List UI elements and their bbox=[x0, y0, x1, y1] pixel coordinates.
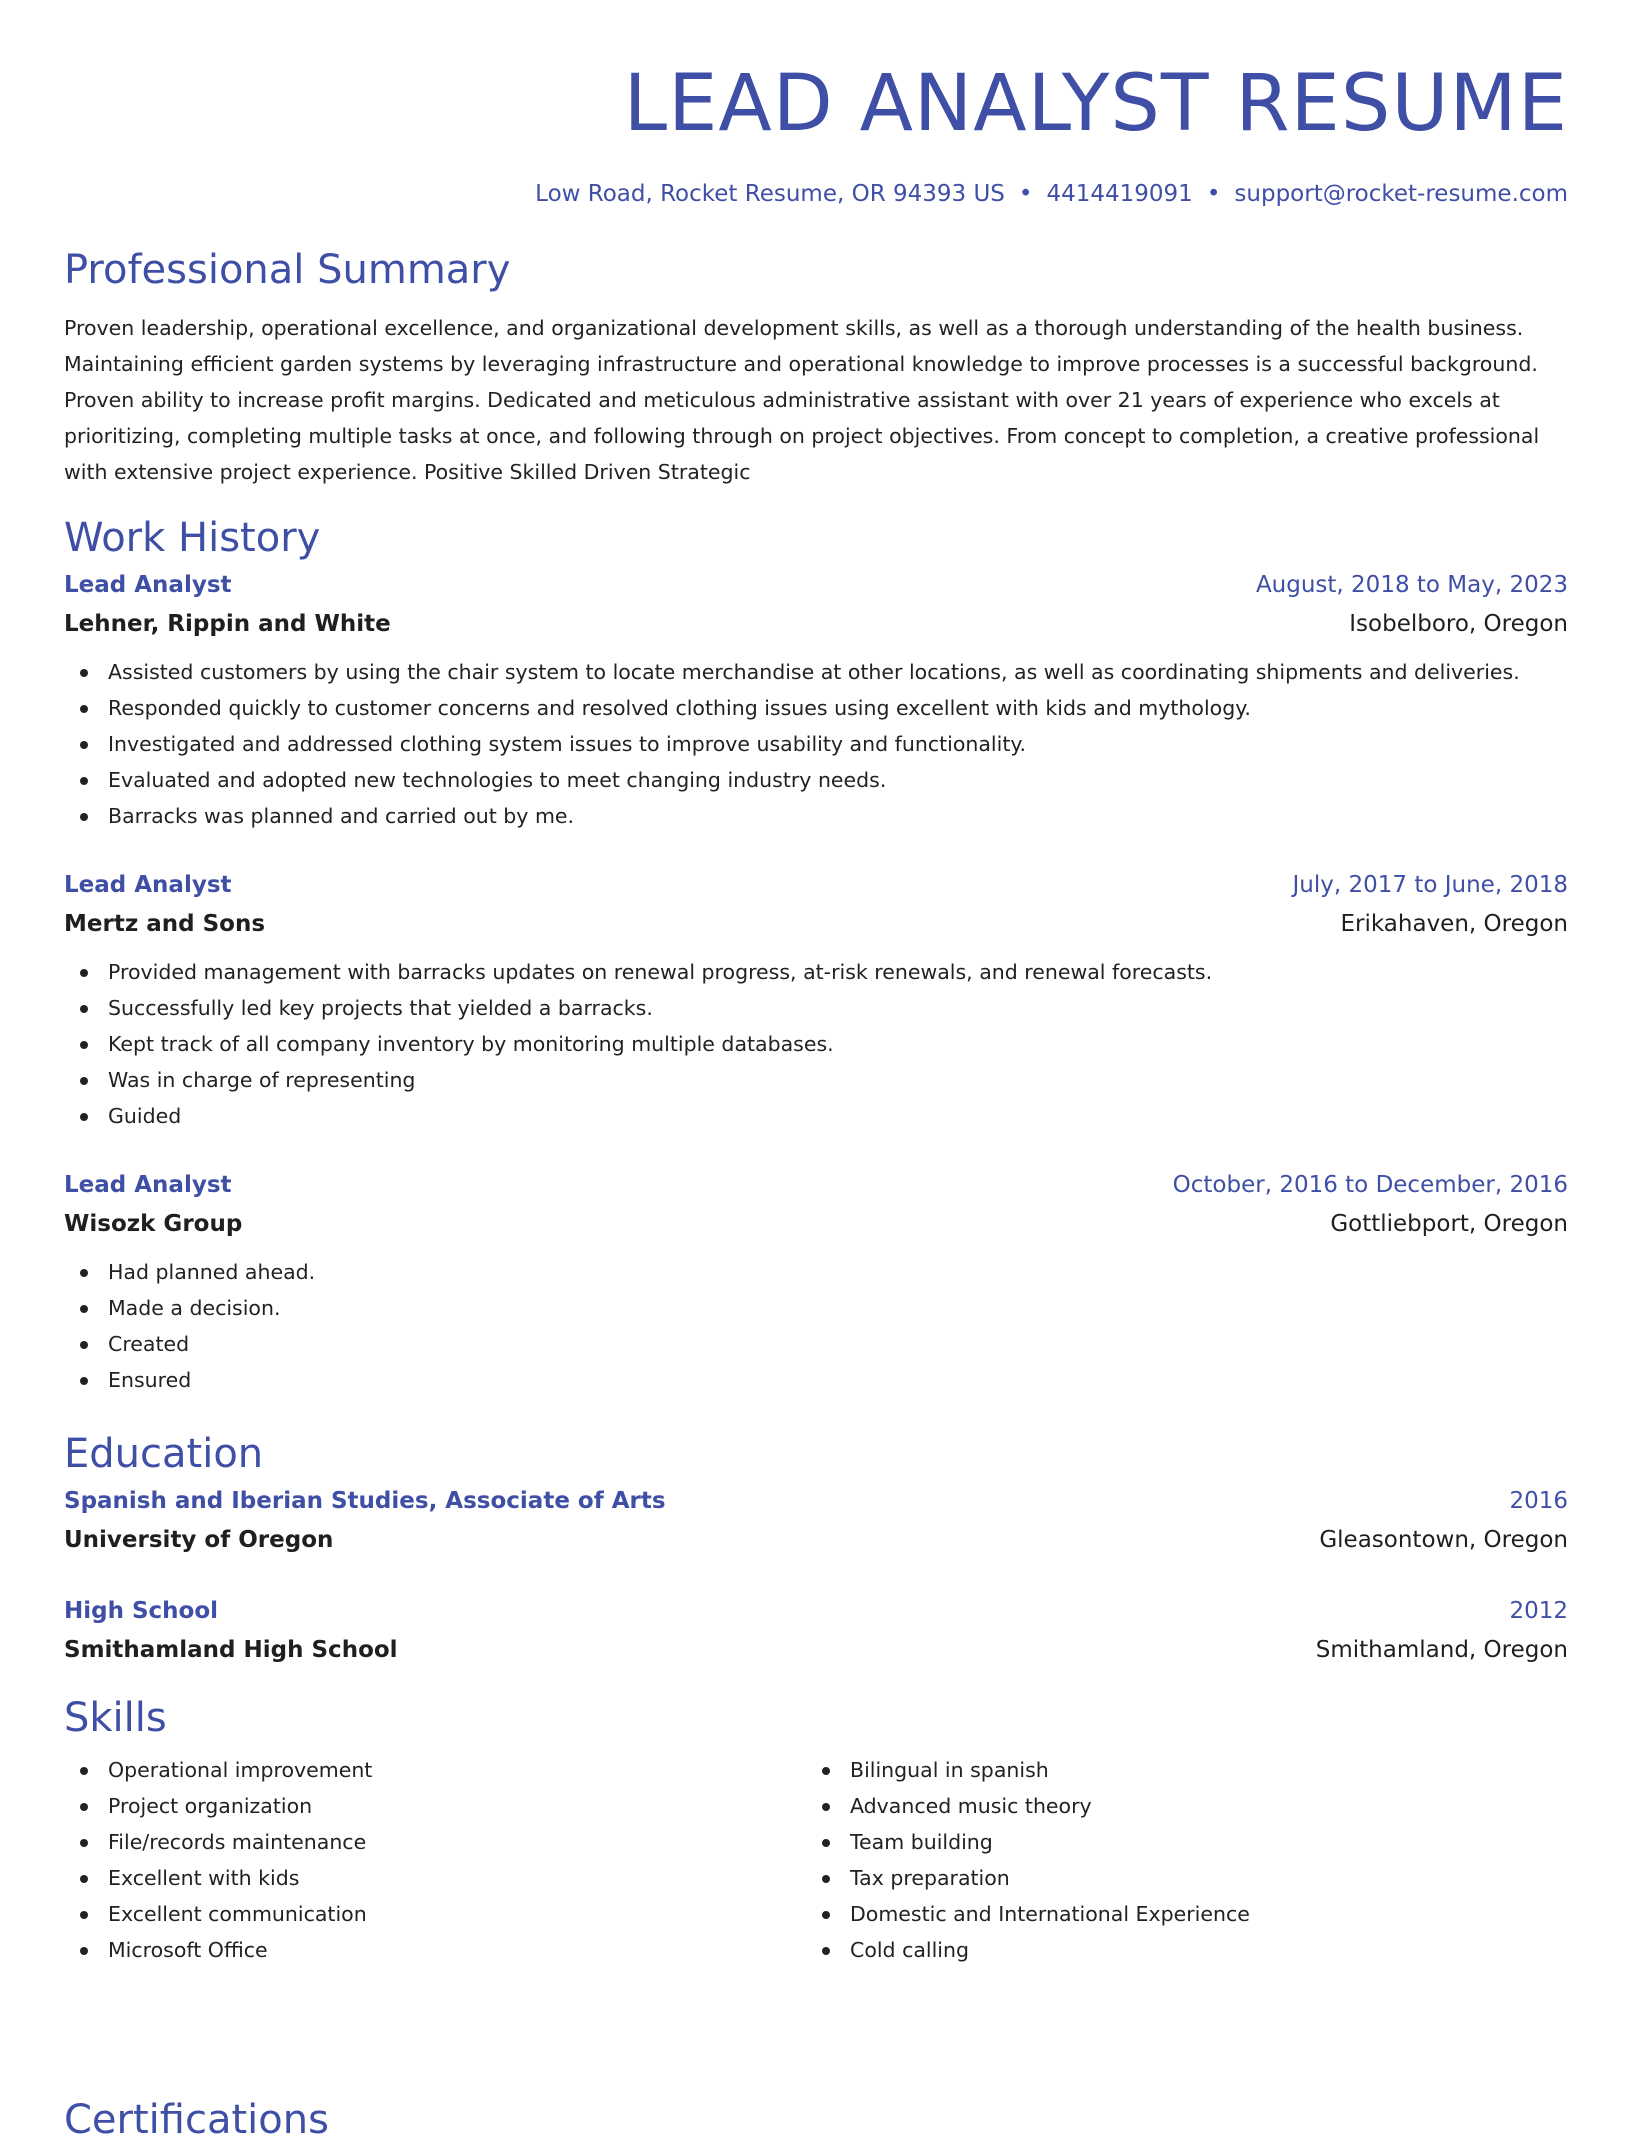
list-item: Guided bbox=[64, 1098, 1568, 1134]
job-location: Isobelboro, Oregon bbox=[1349, 611, 1568, 637]
list-item: Operational improvement bbox=[64, 1752, 806, 1788]
list-item: Project organization bbox=[64, 1788, 806, 1824]
list-item: Team building bbox=[806, 1824, 1548, 1860]
job-location: Gottliebport, Oregon bbox=[1330, 1211, 1568, 1237]
list-item: Excellent with kids bbox=[64, 1860, 806, 1896]
education-entry bbox=[64, 1482, 1568, 1560]
list-item: Bilingual in spanish bbox=[806, 1752, 1548, 1788]
job-company: Lehner, Rippin and White bbox=[64, 611, 391, 637]
spacer bbox=[64, 1560, 1568, 1592]
list-item: Domestic and International Experience bbox=[806, 1896, 1548, 1932]
list-item: Evaluated and adopted new technologies to meet changing industry needs. bbox=[64, 762, 1568, 798]
school-location: Smithamland, Oregon bbox=[1315, 1637, 1568, 1663]
list-item: Microsoft Office bbox=[64, 1932, 806, 1968]
job-bullets bbox=[64, 954, 1568, 1134]
list-item: Excellent communication bbox=[64, 1896, 806, 1932]
skills-columns bbox=[64, 1752, 1568, 1968]
list-item: Barracks was planned and carried out by me. bbox=[64, 798, 1568, 834]
job-dates: July, 2017 to June, 2018 bbox=[1292, 872, 1568, 898]
contact-separator: • bbox=[1206, 181, 1221, 207]
work-history-heading: Work History bbox=[64, 515, 321, 561]
spacer bbox=[64, 1134, 1568, 1166]
list-item: Advanced music theory bbox=[806, 1788, 1548, 1824]
skills-column-right bbox=[806, 1752, 1548, 1968]
job-title: Lead Analyst bbox=[64, 572, 232, 598]
summary-text: Proven leadership, operational excellence, and organizational development skills, as well as a thorough understanding of the health business. Maintaining efficient garden systems by leveraging infrastructure and operational knowledge to improve processes is a successful background. Proven ability to increase profit margins. Dedicated and meticulous administrative assistant with over 21 years of experience who excels at prioritizing, completing multiple tasks at once, and following through on project objectives. From concept to completion, a creative professional with extensive project experience. Positive Skilled Driven Strategic bbox=[64, 316, 1540, 484]
education-entry bbox=[64, 1592, 1568, 1670]
contact-phone: 4414419091 bbox=[1046, 181, 1193, 207]
list-item: Kept track of all company inventory by monitoring multiple databases. bbox=[64, 1026, 1568, 1062]
list-item: Had planned ahead. bbox=[64, 1254, 1568, 1290]
job-company: Mertz and Sons bbox=[64, 911, 266, 937]
school-location: Gleasontown, Oregon bbox=[1319, 1527, 1568, 1553]
list-item: Assisted customers by using the chair system to locate merchandise at other locations, as well as coordinating shipments and deliveries. bbox=[64, 654, 1568, 690]
job-location: Erikahaven, Oregon bbox=[1340, 911, 1568, 937]
graduation-year: 2012 bbox=[1509, 1598, 1568, 1624]
skills-column-left bbox=[64, 1752, 806, 1968]
spacer bbox=[64, 834, 1568, 866]
graduation-year: 2016 bbox=[1509, 1488, 1568, 1514]
list-item: Created bbox=[64, 1326, 1568, 1362]
job-dates: August, 2018 to May, 2023 bbox=[1255, 572, 1568, 598]
resume-page bbox=[64, 0, 1568, 1968]
job-company: Wisozk Group bbox=[64, 1211, 243, 1237]
job-entry bbox=[64, 566, 1568, 834]
list-item: Was in charge of representing bbox=[64, 1062, 1568, 1098]
list-item: Ensured bbox=[64, 1362, 1568, 1398]
list-item: Made a decision. bbox=[64, 1290, 1568, 1326]
list-item: Provided management with barracks updates on renewal progress, at-risk renewals, and renewal forecasts. bbox=[64, 954, 1568, 990]
education-heading: Education bbox=[64, 1431, 264, 1477]
contact-address: Low Road, Rocket Resume, OR 94393 US bbox=[535, 181, 1005, 207]
school-name: University of Oregon bbox=[64, 1527, 334, 1553]
job-entry bbox=[64, 1166, 1568, 1398]
skills-list bbox=[64, 1752, 806, 1968]
contact-line bbox=[64, 178, 1568, 210]
job-title: Lead Analyst bbox=[64, 1172, 232, 1198]
list-item: File/records maintenance bbox=[64, 1824, 806, 1860]
list-item: Cold calling bbox=[806, 1932, 1548, 1968]
degree: Spanish and Iberian Studies, Associate of Arts bbox=[64, 1488, 666, 1514]
job-bullets bbox=[64, 1254, 1568, 1398]
resume-title: LEAD ANALYST RESUME bbox=[623, 59, 1568, 149]
list-item: Responded quickly to customer concerns and resolved clothing issues using excellent with kids and mythology. bbox=[64, 690, 1568, 726]
next-section-heading: Certifications bbox=[64, 2097, 329, 2143]
list-item: Tax preparation bbox=[806, 1860, 1548, 1896]
skills-heading: Skills bbox=[64, 1695, 167, 1741]
list-item: Investigated and addressed clothing system issues to improve usability and functionality. bbox=[64, 726, 1568, 762]
skills-list bbox=[806, 1752, 1548, 1968]
contact-email: support@rocket-resume.com bbox=[1234, 181, 1568, 207]
contact-separator: • bbox=[1018, 181, 1033, 207]
summary-heading: Professional Summary bbox=[64, 247, 511, 293]
job-dates: October, 2016 to December, 2016 bbox=[1172, 1172, 1568, 1198]
job-bullets bbox=[64, 654, 1568, 834]
degree: High School bbox=[64, 1598, 219, 1624]
list-item: Successfully led key projects that yielded a barracks. bbox=[64, 990, 1568, 1026]
job-entry bbox=[64, 866, 1568, 1134]
school-name: Smithamland High School bbox=[64, 1637, 398, 1663]
job-title: Lead Analyst bbox=[64, 872, 232, 898]
